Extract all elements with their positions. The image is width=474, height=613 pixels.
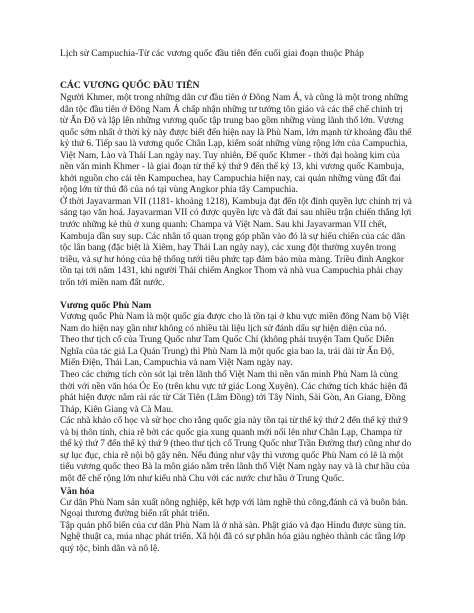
paragraph: Tập quán phổ biến của cư dân Phù Nam là ở nhà sàn. Phật giáo và đạo Hindu được sùng tín. Nghệ thuật ca, múa nhạc phát triển. Xã hội đã có sự phân hóa giàu nghèo thành các tầng lớp quý tộc, bình dân và nô lệ. — [60, 520, 407, 554]
paragraph: Ở thời Jayavarman VII (1181- khoảng 1218), Kambuja đạt đến tột đỉnh quyền lực chính trị và sáng tạo văn hoá. Jayavarman VII có được quyền lực và đất đai sau nhiều trận chiến thắng lợi trước những kẻ thù ở xung quanh: Champa và Việt Nam. Sau khi Jayavarman VII chết, Kambuja dần suy sụp. Các nhân tố quan trọng góp phần vào đó là sự hiếu chiến của các dân tộc lân bang (đặc biệt là Xiêm, hay Thái Lan ngày nay), các xung đột thường xuyên trong triều, và sự hư hỏng của hệ thống tưới tiêu phức tạp đảm bảo mùa màng. Triều đình Angkor tồn tại tới năm 1431, khi người Thái chiếm Angkor Thom và nhà vua Campuchia phải chạy trốn tới miền nam đất nước. — [60, 196, 412, 288]
paragraph: Theo các chứng tích còn sót lại trên lãnh thổ Việt Nam thì nền văn minh Phù Nam là cùng thời với nền văn hóa Óc Eo (trên khu vực tứ giác Long Xuyên). Các chứng tích khác hiện đã phát hiện được nằm rải rác từ Cát Tiên (Lâm Đồng) tới Tây Ninh, Sài Gòn, An Giang, Đồng Tháp, Kiên Giang và Cà Mau. — [60, 370, 408, 415]
section-heading: CÁC VƯƠNG QUỐC ĐẦU TIÊN — [60, 80, 200, 91]
paragraph: Vương quốc Phù Nam là một quốc gia được cho là tồn tại ở khu vực miền đông Nam bộ Việt Nam do hiện nay gần như không có nhiều tài liệu lịch sử đánh dấu sự hiện diện của nó. — [60, 312, 410, 334]
paragraph: Cư dân Phù Nam sản xuất nông nghiệp, kết hợp với làm nghề thủ công,đánh cá và buôn bán. Ngoại thương đường biển rất phát triển. — [60, 497, 409, 520]
section-heading: Văn hóa — [60, 485, 95, 497]
document-title: Lịch sử Campuchia-Từ các vương quốc đầu tiên đến cuối giai đoạn thuộc Pháp — [60, 48, 364, 59]
paragraph: Người Khmer, một trong những dân cư đầu tiên ở Đông Nam Á, và cũng là một trong những dân tộc đầu tiên ở Đông Nam Á chấp nhận những tư tưởng tôn giáo và các thể chế chính trị từ Ấn Độ và lập lên những vương quốc tập trung bao gồm những vùng lãnh thổ lớn. Vương quốc sớm nhất ở thời kỳ này được biết đến hiện nay là Phù Nam, lớn mạnh từ khoảng đầu thế kỷ thứ 6. Tiếp sau là vương quốc Chân Lạp, kiểm soát những vùng rộng lớn của Campuchia, Việt Nam, Lào và Thái Lan ngày nay. Tuy nhiên, Đế quốc Khmer - thời đại hoàng kim của nền văn minh Khmer - là giai đoạn từ thế kỷ thứ 9 đến thế kỷ 13, khi vương quốc Kambuja, khởi nguồn cho cái tên Kampuchea, hay Campuchia hiện nay, cai quản những vùng đất đai rộng lớn từ thủ đô của nó tại vùng Angkor phía tây Campuchia. — [60, 93, 412, 196]
paragraph: Theo thư tịch cổ của Trung Quốc như Tam Quốc Chí (không phải truyện Tam Quốc Diễn Nghĩa của tác giả La Quán Trung) thì Phù Nam là một quốc gia bao la, trải dài từ Ấn Độ, Miến Điện, Thái Lan, Campuchia và nam Việt Nam ngày nay. — [60, 335, 395, 369]
paragraph: Các nhà khảo cổ học và sử học cho rằng quốc gia này tồn tại từ thế kỷ thứ 2 đến thế kỷ thứ 9 và bị thôn tính, chia rẽ bởi các quốc gia xung quanh mới nổi lên như Chân Lạp, Champa từ thế kỷ thứ 7 đến thế kỷ thứ 9 (theo thư tịch cổ Trung Quốc như Trần Đường thư) cũng như do sự lục đục, chia rẽ nội bộ gây nên. Nếu đúng như vậy thì vương quốc Phù Nam có lẽ là một tiểu vương quốc theo Bà la môn giáo nằm trên lãnh thổ Việt Nam ngày nay và là chư hầu của một đế chế rộng lớn như kiểu nhà Chu với các nước chư hầu ở Trung Quốc. — [60, 416, 412, 484]
section-early-kingdoms — [60, 80, 412, 289]
section-funan-kingdom — [60, 300, 412, 485]
section-heading: Vương quốc Phù Nam — [60, 300, 152, 312]
section-culture — [60, 486, 412, 556]
